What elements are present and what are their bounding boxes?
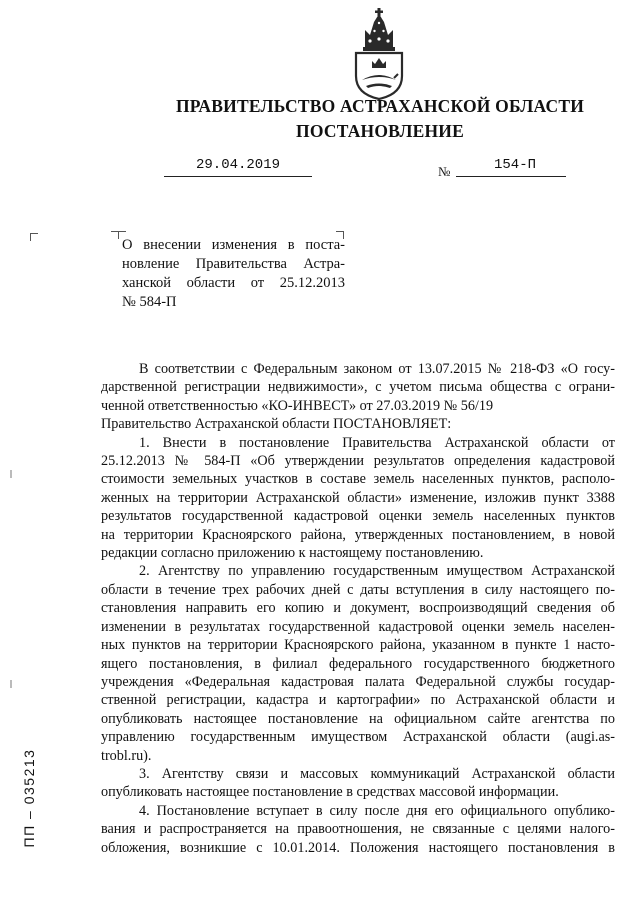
body-line: опубликовать настоящее постановление на официальном сайте агентства по (101, 710, 615, 727)
coat-of-arms-emblem (350, 8, 408, 100)
body-line: 25.12.2013 № 584-П «Об утверждении результатов определения кадастровой (101, 453, 615, 470)
body-line: ящего постановления, в филиал федерального государственного бюджетного (101, 655, 615, 672)
body-line: учреждения «Федеральная кадастровая палата Федеральной службы государ- (101, 673, 615, 690)
preamble-paragraph (101, 360, 615, 434)
document-body (101, 360, 615, 857)
document-number: 154-П (494, 157, 537, 173)
government-title: ПРАВИТЕЛЬСТВО АСТРАХАНСКОЙ ОБЛАСТИ (175, 96, 585, 116)
subject-line: ханской области от 25.12.2013 (122, 275, 345, 291)
body-line: опубликовать настоящее постановление в средствах массовой информации. (101, 784, 559, 801)
subject-line: новление Правительства Астра- (122, 256, 345, 272)
body-line: области в течение трех рабочих дней с даты вступления в силу настоящего по- (101, 581, 615, 598)
document-type-title: ПОСТАНОВЛЕНИЕ (296, 121, 464, 141)
body-line: редакции согласно приложению к настоящему постановлению. (101, 545, 484, 562)
number-sign: № (438, 164, 451, 179)
body-line: 3. Агентству связи и массовых коммуникаций Астраханской области (139, 765, 615, 782)
body-line: женных на территории Астраханской области» изменение, изложив пункт 3388 (101, 489, 615, 506)
body-line: управлению государственным имуществом Астраханской области (augi.as- (101, 729, 615, 746)
body-line: результатов государственной кадастровой оценки земель населенных пунктов (101, 508, 615, 525)
body-line: изменении в результатах государственной кадастровой оценки земель населен- (101, 618, 615, 635)
paragraph-item-1 (101, 434, 615, 563)
subject-corner-mark (30, 233, 38, 241)
body-line: ных пунктов на территории Красноярского района, указанном в пункте 1 насто- (101, 637, 615, 654)
body-line: стоимости земельных участков в составе земель населенных пунктов, располо- (101, 471, 615, 488)
subject-line: О внесении изменения в поста- (122, 237, 345, 253)
paragraph-item-2 (101, 562, 615, 764)
document-date: 29.04.2019 (196, 157, 281, 173)
body-line: В соответствии с Федеральным законом от 13.07.2015 № 218-ФЗ «О госу- (139, 361, 615, 377)
document-subject (122, 236, 345, 312)
body-line: ственной регистрации, кадастра и картографии» по Астраханской области и (101, 692, 615, 709)
scan-mark (10, 680, 12, 688)
body-line: обложения, возникшие с 10.01.2014. Положения настоящего постановления в (101, 839, 615, 856)
body-line: вания и распространяется на правоотношения, не связанные с целями налого- (101, 821, 615, 838)
body-line: становления направить его копию и документ, воспроизводящий сведения об (101, 600, 615, 617)
paragraph-item-3 (101, 765, 615, 802)
serial-number: ПП – 035213 (21, 748, 37, 848)
scan-mark (10, 470, 12, 478)
body-line: trobl.ru). (101, 747, 152, 764)
serial-stamp (14, 728, 44, 868)
date-underline (164, 176, 312, 177)
body-line: на территории Красноярского района, утвержденных постановлением, в новой (101, 526, 615, 543)
number-underline (456, 176, 566, 177)
body-line: Правительство Астраханской области ПОСТАНОВЛЯЕТ: (101, 416, 452, 433)
paragraph-item-4 (101, 802, 615, 857)
body-line: 1. Внести в постановление Правительства Астраханской области от (139, 434, 615, 451)
subject-line: № 584-П (122, 294, 177, 310)
body-line: 4. Постановление вступает в силу после дня его официального опублико- (139, 802, 615, 819)
body-line: дарственной регистрации недвижимости», с учетом письма общества с ограни- (101, 379, 615, 396)
body-line: ченной ответственностью «КО-ИНВЕСТ» от 27.03.2019 № 56/19 (101, 397, 494, 414)
body-line: 2. Агентству по управлению государственным имуществом Астраханской (139, 563, 615, 580)
